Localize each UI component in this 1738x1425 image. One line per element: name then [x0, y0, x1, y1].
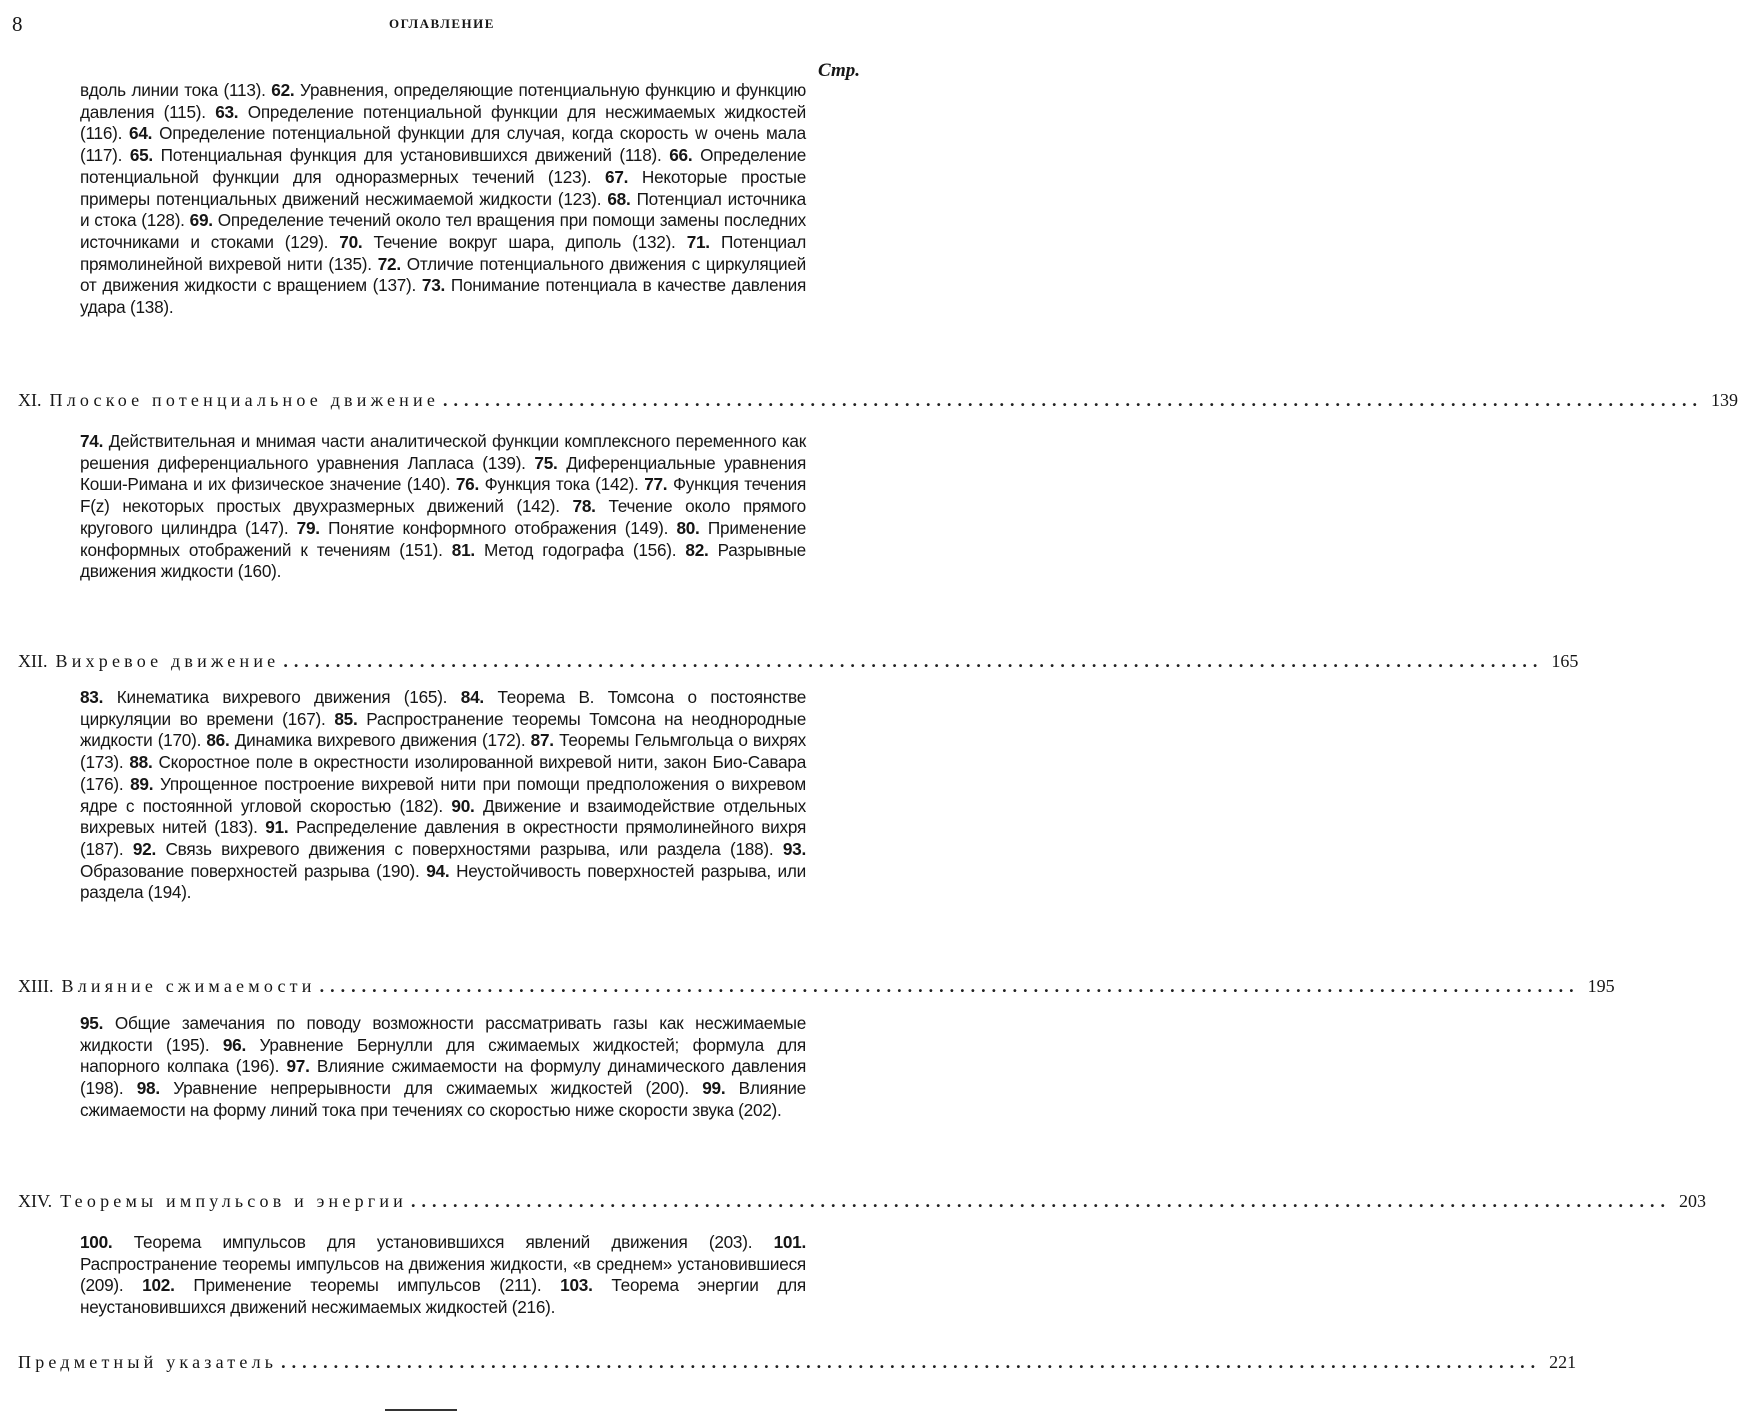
- section-title[interactable]: Упрощенное построение вихревой нити при помощи предположения о вихревом ядре с постоянной угловой скоростью (182).: [80, 773, 806, 816]
- section-number: 94.: [426, 860, 450, 881]
- chapter-page: 195: [1587, 976, 1615, 996]
- section-title[interactable]: Разрывные движения жидкости (160).: [80, 539, 806, 582]
- section-number: 88.: [129, 752, 153, 773]
- section-number: 73.: [421, 275, 446, 296]
- section-number: 93.: [782, 838, 807, 859]
- section-number: 64.: [129, 123, 153, 144]
- section-title[interactable]: Потенциал источника и стока (128).: [80, 188, 806, 231]
- chapter-xiv-contents: [80, 1232, 806, 1319]
- chapter-numeral: XIII.: [18, 976, 54, 996]
- section-title[interactable]: вдоль линии тока (113).: [80, 80, 266, 100]
- chapter-heading-xi[interactable]: [18, 390, 1738, 418]
- section-number: 97.: [286, 1056, 310, 1077]
- section-title[interactable]: Влияние сжимаемости на формулу динамического давления (198).: [80, 1056, 806, 1099]
- page-number: 8: [12, 12, 23, 36]
- section-title[interactable]: Определение течений около тел вращения при помощи замены последних источниками и стоками (129).: [80, 210, 806, 252]
- section-title[interactable]: Уравнение непрерывности для сжимаемых жидкостей (200).: [173, 1078, 689, 1099]
- chapter-numeral: XIV.: [18, 1191, 53, 1211]
- section-number: 80.: [676, 517, 700, 538]
- section-number: 62.: [271, 80, 295, 100]
- section-title[interactable]: Некоторые простые примеры потенциальных движений несжимаемой жидкости (123).: [80, 166, 807, 209]
- continuation-paragraph: [80, 80, 806, 319]
- section-number: 81.: [451, 539, 475, 560]
- section-number: 101.: [773, 1232, 807, 1252]
- section-number: 84.: [460, 687, 484, 707]
- chapter-xii-contents: [80, 687, 806, 904]
- section-number: 91.: [265, 817, 289, 838]
- chapter-page: 165: [1551, 651, 1579, 671]
- chapter-numeral: XII.: [18, 651, 48, 671]
- chapter-title: Теоремы импульсов и энергии: [60, 1191, 408, 1211]
- chapter-heading-xii[interactable]: [18, 651, 1579, 679]
- section-number: 74.: [80, 431, 104, 451]
- chapter-heading-xiii[interactable]: [18, 976, 1615, 1004]
- section-title[interactable]: Потенциал прямолинейной вихревой нити (135).: [80, 231, 806, 274]
- section-title[interactable]: Скоростное поле в окрестности изолированной вихревой нити, закон Био-Савара (176).: [80, 752, 807, 794]
- section-number: 98.: [136, 1078, 160, 1099]
- chapter-xi-contents: [80, 431, 806, 583]
- section-title[interactable]: Течение вокруг шара, диполь (132).: [373, 231, 676, 252]
- section-number: 85.: [334, 708, 358, 729]
- section-title[interactable]: Течение около прямого кругового цилиндра (147).: [80, 496, 806, 538]
- section-title[interactable]: Метод годографа (156).: [484, 539, 677, 560]
- section-number: 63.: [215, 101, 239, 122]
- section-number: 67.: [605, 166, 629, 187]
- chapter-xiii-contents: [80, 1013, 806, 1122]
- chapter-title: Влияние сжимаемости: [61, 976, 316, 996]
- section-number: 82.: [685, 539, 709, 560]
- section-number: 90.: [451, 795, 475, 816]
- section-number: 76.: [455, 474, 479, 495]
- section-number: 70.: [339, 231, 363, 252]
- section-title[interactable]: Понимание потенциала в качестве давления удара (138).: [80, 275, 806, 318]
- leader-dots: ........................................................................................................................: [319, 976, 1580, 996]
- section-title[interactable]: Неустойчивость поверхностей разрыва, или раздела (194).: [80, 860, 807, 903]
- section-number: 83.: [80, 687, 104, 707]
- chapter-title: Плоское потенциальное движение: [49, 390, 440, 410]
- section-title[interactable]: Распространение теоремы Томсона на неоднородные жидкости (170).: [80, 708, 806, 751]
- footer-rule: [385, 1409, 457, 1411]
- section-number: 75.: [534, 452, 558, 473]
- section-number: 79.: [296, 517, 320, 538]
- section-number: 78.: [572, 496, 596, 517]
- section-number: 92.: [132, 838, 157, 859]
- section-title[interactable]: Влияние сжимаемости на форму линий тока при течениях со скоростью ниже скорости звука (202).: [80, 1078, 806, 1120]
- section-number: 72.: [377, 253, 401, 274]
- section-number: 95.: [80, 1013, 104, 1033]
- section-number: 89.: [130, 773, 154, 794]
- section-number: 86.: [206, 730, 230, 751]
- section-title[interactable]: Уравнения, определяющие потенциальную функцию и функцию давления (115).: [80, 80, 806, 122]
- section-number: 69.: [189, 210, 213, 231]
- section-title[interactable]: Общие замечания по поводу возможности рассматривать газы как несжимаемые жидкости (195).: [80, 1013, 807, 1055]
- section-number: 103.: [560, 1275, 593, 1296]
- section-title[interactable]: Уравнение Бернулли для сжимаемых жидкостей; формула для напорного колпака (196).: [80, 1034, 806, 1077]
- section-number: 96.: [222, 1034, 246, 1055]
- index-page: 221: [1549, 1352, 1577, 1372]
- section-title[interactable]: Теорема импульсов для установившихся явлений движения (203).: [133, 1232, 753, 1252]
- chapter-page: 139: [1711, 390, 1738, 410]
- section-title[interactable]: Потенциальная функция для установившихся движений (118).: [160, 145, 662, 166]
- section-title[interactable]: Распределение давления в окрестности прямолинейного вихря (187).: [80, 817, 807, 859]
- chapter-numeral: XI.: [18, 390, 42, 410]
- section-title[interactable]: Отличие потенциального движения с циркуляцией от движения жидкости с вращением (137).: [80, 253, 807, 296]
- section-title[interactable]: Определение потенциальной функции для случая, когда скорость w очень мала (117).: [80, 123, 806, 166]
- section-number: 99.: [702, 1078, 726, 1099]
- index-title: Предметный указатель: [18, 1352, 278, 1372]
- chapter-title: Вихревое движение: [55, 651, 280, 671]
- section-number: 102.: [142, 1275, 175, 1296]
- section-title[interactable]: Понятие конформного отображения (149).: [328, 517, 669, 538]
- section-title[interactable]: Диференциальные уравнения Коши-Римана и их физическое значение (140).: [80, 452, 806, 495]
- section-number: 66.: [669, 145, 693, 166]
- subject-index-entry[interactable]: [18, 1352, 1577, 1380]
- section-title[interactable]: Динамика вихревого движения (172).: [234, 730, 526, 751]
- section-title[interactable]: Функция течения F(z) некоторых простых двухразмерных движений (142).: [80, 474, 807, 517]
- leader-dots: ........................................................................................................................: [443, 390, 1704, 410]
- chapter-page: 203: [1679, 1191, 1707, 1211]
- section-title[interactable]: Определение потенциальной функции для несжимаемых жидкостей (116).: [80, 101, 807, 144]
- chapter-heading-xiv[interactable]: [18, 1191, 1707, 1219]
- section-number: 65.: [129, 145, 153, 166]
- section-title[interactable]: Образование поверхностей разрыва (190).: [80, 860, 420, 881]
- section-title[interactable]: Распространение теоремы импульсов на движения жидкости, «в среднем» установившиеся (209).: [80, 1253, 806, 1296]
- section-number: 71.: [686, 231, 710, 252]
- leader-dots: ........................................................................................................................: [283, 651, 1544, 671]
- section-title[interactable]: Действительная и мнимая части аналитической функции комплексного переменного как решения диференциального уравнения Лапласа (139).: [80, 431, 807, 473]
- section-title[interactable]: Определение потенциальной функции для одноразмерных течений (123).: [80, 145, 807, 187]
- section-number: 68.: [607, 188, 631, 209]
- running-title: ОГЛАВЛЕНИЕ: [389, 16, 495, 31]
- section-title[interactable]: Кинематика вихревого движения (165).: [116, 687, 448, 707]
- section-title[interactable]: Функция тока (142).: [484, 474, 639, 495]
- section-title[interactable]: Движение и взаимодействие отдельных вихревых нитей (183).: [80, 795, 806, 838]
- section-title[interactable]: Теоремы Гельмгольца о вихрях (173).: [80, 730, 807, 773]
- section-title[interactable]: Применение теоремы импульсов (211).: [193, 1275, 542, 1296]
- page-column-label: Стр.: [818, 60, 860, 81]
- section-number: 77.: [644, 474, 668, 495]
- leader-dots: ........................................................................................................................: [411, 1191, 1672, 1211]
- section-title[interactable]: Теорема В. Томсона о постоянстве циркуляции во времени (167).: [80, 687, 807, 729]
- section-title[interactable]: Теорема энергии для неустановившихся движений несжимаемых жидкостей (216).: [80, 1275, 806, 1318]
- leader-dots: ........................................................................................................................: [281, 1352, 1542, 1372]
- section-title[interactable]: Применение конформных отображений к течениям (151).: [80, 517, 806, 560]
- section-title[interactable]: Связь вихревого движения с поверхностями разрыва, или раздела (188).: [165, 838, 774, 859]
- section-number: 100.: [80, 1232, 113, 1252]
- section-number: 87.: [530, 730, 554, 751]
